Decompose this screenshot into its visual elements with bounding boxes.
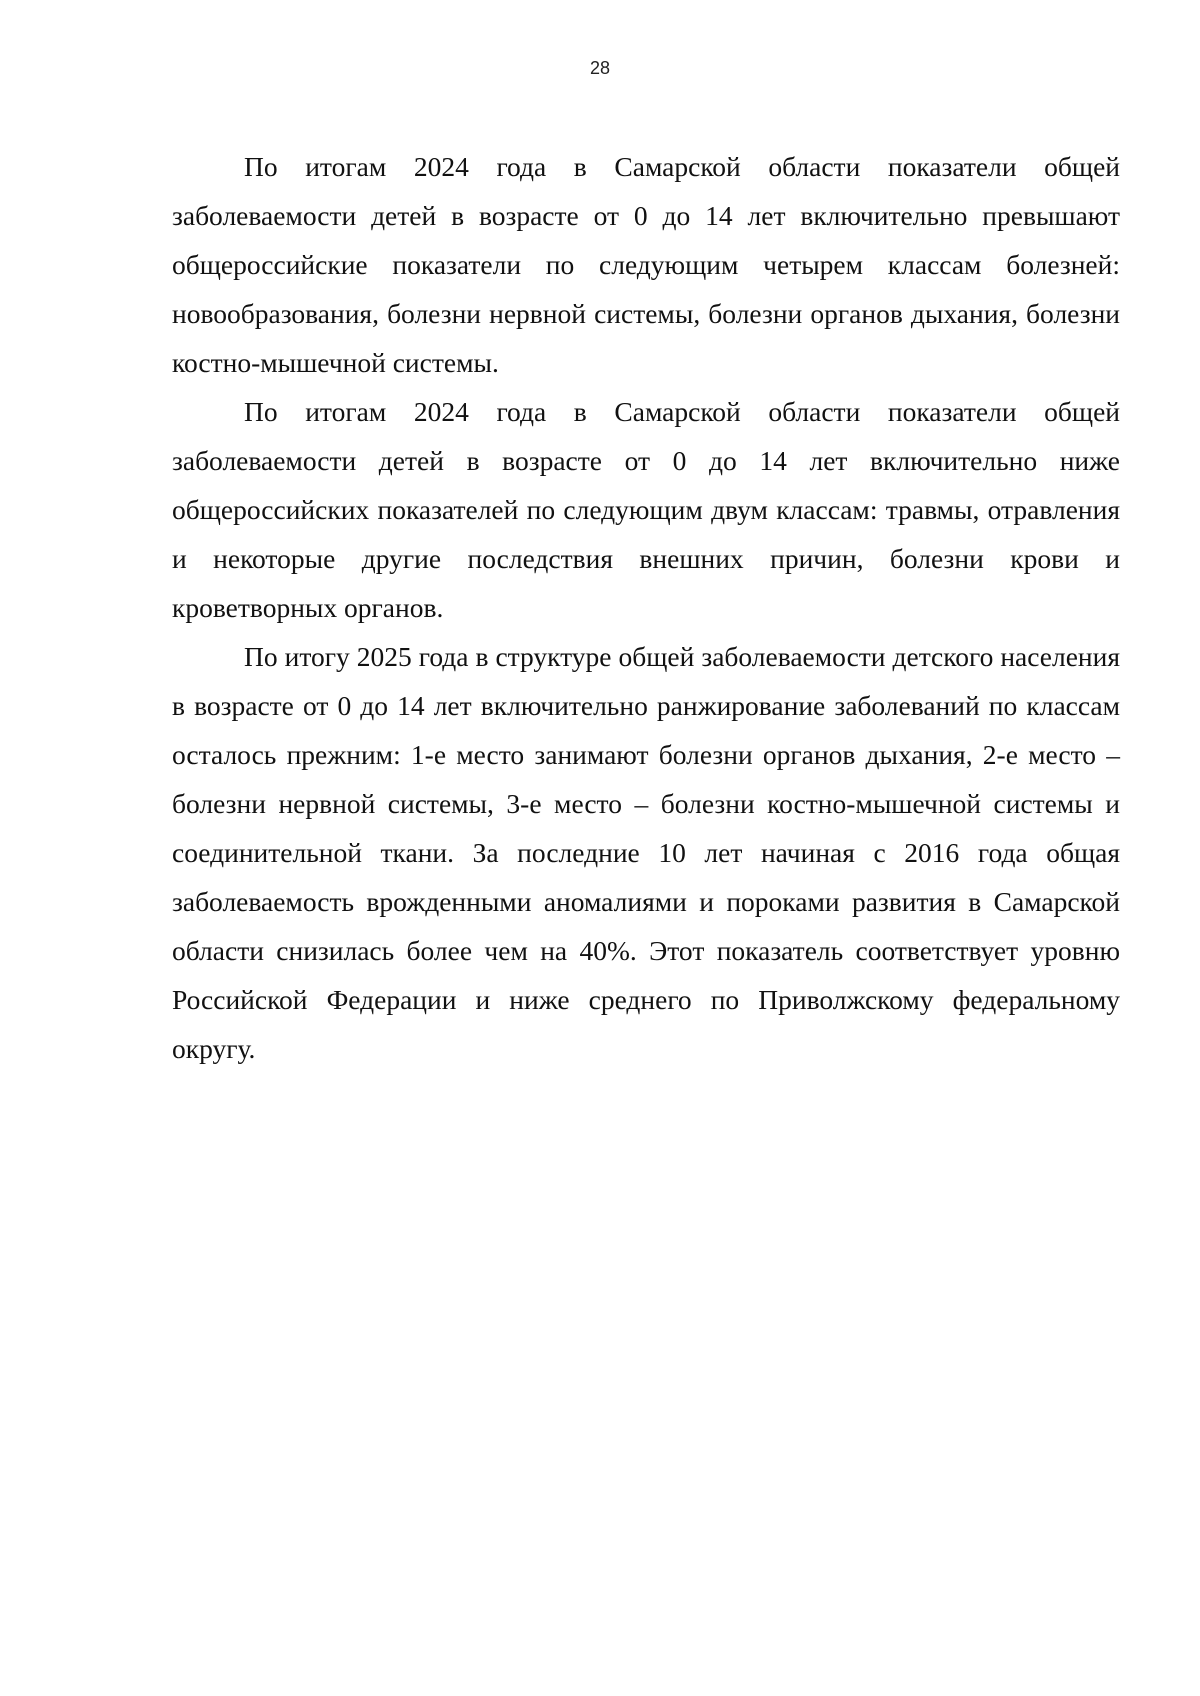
- body-text: [172, 142, 1120, 1073]
- paragraph-2: По итогам 2024 года в Самарской области показатели общей заболеваемости детей в возрасте от 0 до 14 лет включительно ниже общероссийских показателей по следующим двум классам: травмы, отравления и некоторые другие последствия внешних причин, болезни крови и кроветворных органов.: [172, 396, 1120, 623]
- paragraph-3: По итогу 2025 года в структуре общей заболеваемости детского населения в возрасте от 0 до 14 лет включительно ранжирование заболеваний по классам осталось прежним: 1-е место занимают болезни органов дыхания, 2-е место – болезни нервной системы, 3-е место – болезни костно-мышечной системы и соединительной ткани. За последние 10 лет начиная с 2016 года общая заболеваемость врожденными аномалиями и пороками развития в Самарской области снизилась более чем на 40%. Этот показатель соответствует уровню Российской Федерации и ниже среднего по Приволжскому федеральному округу.: [172, 641, 1120, 1064]
- page-number: 28: [589, 58, 611, 78]
- paragraph-1: По итогам 2024 года в Самарской области показатели общей заболеваемости детей в возрасте от 0 до 14 лет включительно превышают общероссийские показатели по следующим четырем классам болезней: новообразования, болезни нервной системы, болезни органов дыхания, болезни костно-мышечной системы.: [172, 151, 1120, 378]
